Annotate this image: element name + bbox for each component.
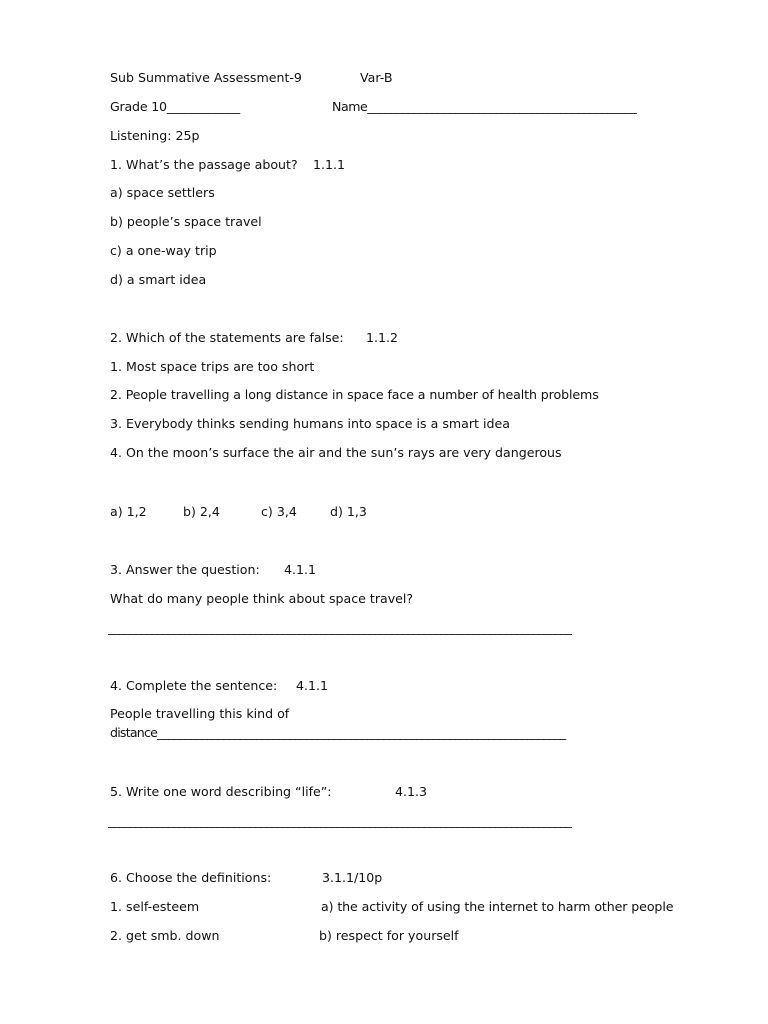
assessment-title: Sub Summative Assessment-9 [110, 70, 302, 85]
q2-statement-4: 4. On the moon’s surface the air and the sun’s rays are very dangerous [110, 445, 562, 460]
q3-answer-line: _____________________________________________________________________________________ [108, 620, 571, 635]
q6-definition-b: b) respect for yourself [319, 928, 459, 943]
q1-option-d: d) a smart idea [110, 272, 207, 287]
q2-choice-d: d) 1,3 [330, 504, 367, 519]
q1-option-a: a) space settlers [110, 185, 215, 200]
q5-prompt: 5. Write one word describing “life”: [110, 784, 332, 799]
q2-statement-2: 2. People travelling a long distance in space face a number of health problems [110, 387, 599, 402]
q2-choice-a: a) 1,2 [110, 504, 147, 519]
name-field: Name______________________________________________ [332, 99, 637, 114]
q6-prompt: 6. Choose the definitions: [110, 870, 272, 885]
q3-prompt: 3. Answer the question: [110, 562, 260, 577]
q1-prompt: 1. What’s the passage about? [110, 157, 298, 172]
q2-choice-b: b) 2,4 [183, 504, 220, 519]
q6-code: 3.1.1/10p [322, 870, 383, 885]
q2-prompt: 2. Which of the statements are false: [110, 330, 344, 345]
q6-definition-a: a) the activity of using the internet to harm other people [321, 899, 674, 914]
q2-code: 1.1.2 [366, 330, 399, 345]
variant-label: Var-B [360, 70, 393, 85]
q5-answer-line: _____________________________________________________________________________________ [108, 813, 571, 828]
q4-prompt: 4. Complete the sentence: [110, 678, 278, 693]
q3-question: What do many people think about space travel? [110, 591, 414, 606]
q4-code: 4.1.1 [296, 678, 329, 693]
listening-score: Listening: 25p [110, 128, 200, 143]
q1-option-b: b) people’s space travel [110, 214, 262, 229]
q6-term-1: 1. self-esteem [110, 899, 200, 914]
q2-statement-1: 1. Most space trips are too short [110, 359, 315, 374]
q2-choice-c: c) 3,4 [261, 504, 297, 519]
q4-answer-line: distance__________________________________________________________________________ [110, 725, 566, 740]
q5-code: 4.1.3 [395, 784, 428, 799]
q3-code: 4.1.1 [284, 562, 317, 577]
grade-field: Grade 10____________ [110, 99, 240, 114]
q4-sentence-start: People travelling this kind of [110, 706, 290, 721]
q2-statement-3: 3. Everybody thinks sending humans into space is a smart idea [110, 416, 510, 431]
q1-code: 1.1.1 [313, 157, 346, 172]
q1-option-c: c) a one-way trip [110, 243, 217, 258]
q6-term-2: 2. get smb. down [110, 928, 220, 943]
